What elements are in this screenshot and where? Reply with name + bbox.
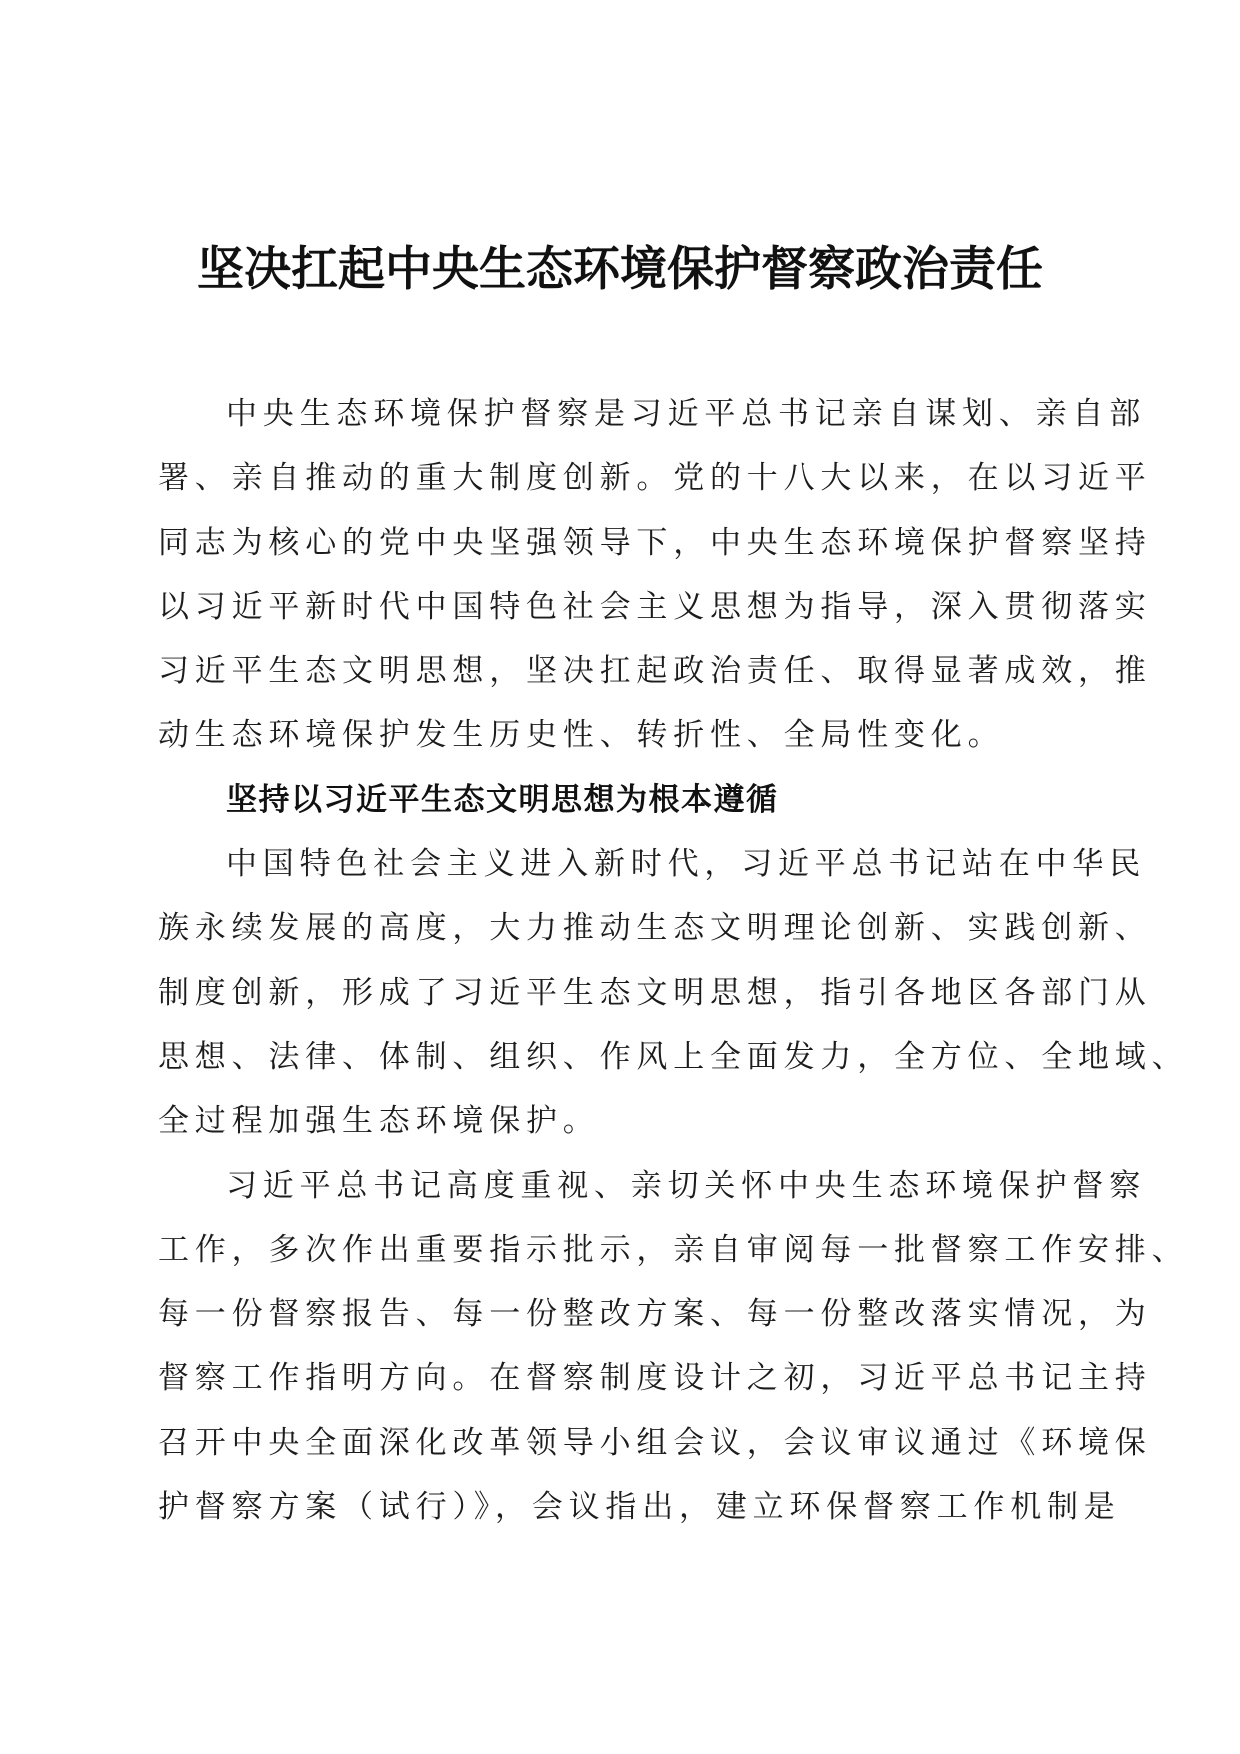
paragraph-line: 习近平生态文明思想，坚决扛起政治责任、取得显著成效，推 [158, 653, 1152, 690]
paragraph-line: 制度创新，形成了习近平生态文明思想，指引各地区各部门从 [158, 974, 1152, 1011]
paragraph-line: 工作，多次作出重要指示批示，亲自审阅每一批督察工作安排、 [158, 1231, 1189, 1268]
paragraph-line: 同志为核心的党中央坚强领导下，中央生态环境保护督察坚持 [158, 524, 1152, 561]
document-body [158, 382, 1189, 1539]
document-title: 坚决扛起中央生态环境保护督察政治责任 [197, 242, 1043, 297]
paragraph-3 [158, 1154, 1189, 1540]
paragraph-line: 中央生态环境保护督察是习近平总书记亲自谋划、亲自部 [226, 396, 1146, 432]
paragraph-line: 每一份督察报告、每一份整改方案、每一份整改落实情况，为 [158, 1296, 1152, 1333]
paragraph-line: 思想、法律、体制、组织、作风上全面发力，全方位、全地域、 [158, 1038, 1189, 1075]
paragraph-line: 以习近平新时代中国特色社会主义思想为指导，深入贯彻落实 [158, 588, 1152, 625]
paragraph-line: 署、亲自推动的重大制度创新。党的十八大以来，在以习近平 [158, 460, 1152, 497]
paragraph-line: 督察工作指明方向。在督察制度设计之初，习近平总书记主持 [158, 1360, 1152, 1397]
paragraph-line: 习近平总书记高度重视、亲切关怀中央生态环境保护督察 [226, 1167, 1146, 1204]
paragraph-2 [158, 832, 1189, 1153]
paragraph-line: 族永续发展的高度，大力推动生态文明理论创新、实践创新、 [158, 910, 1152, 947]
paragraph-line: 中国特色社会主义进入新时代，习近平总书记站在中华民 [226, 846, 1146, 883]
paragraph-1 [158, 382, 1152, 768]
paragraph-line: 动生态环境保护发生历史性、转折性、全局性变化。 [158, 717, 1005, 754]
section-heading: 坚持以习近平生态文明思想为根本遵循 [226, 781, 779, 818]
paragraph-line: 护督察方案（试行）》，会议指出，建立环保督察工作机制是 [158, 1489, 1121, 1526]
paragraph-line: 全过程加强生态环境保护。 [158, 1103, 600, 1140]
paragraph-line: 召开中央全面深化改革领导小组会议，会议审议通过《环境保 [158, 1424, 1152, 1461]
